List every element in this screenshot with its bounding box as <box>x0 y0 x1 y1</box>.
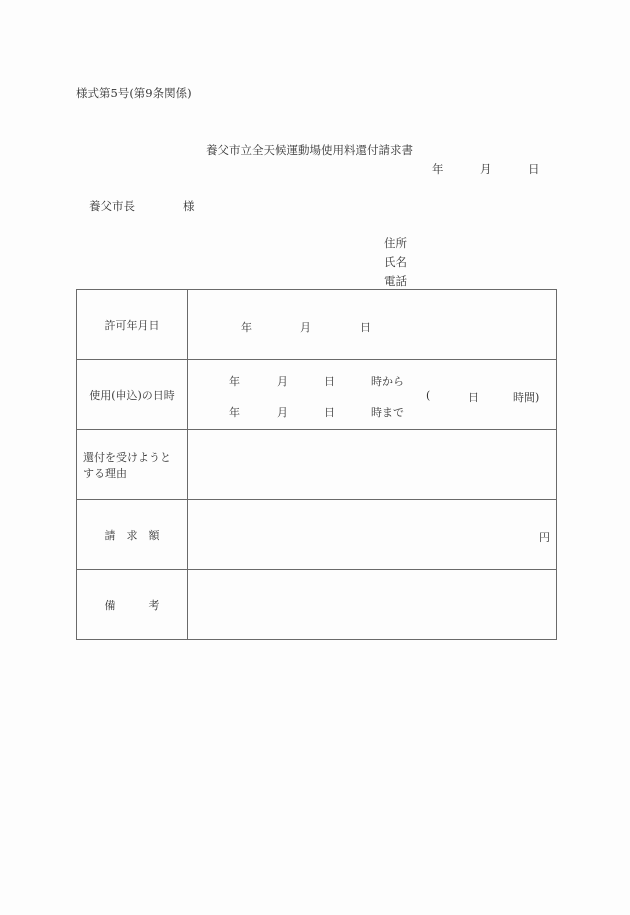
to-month: 月 <box>277 406 288 419</box>
to-hour: 時まで <box>371 406 404 419</box>
amount-label: 請 求 額 <box>77 500 188 570</box>
table-row-remarks <box>77 570 557 640</box>
to-day: 日 <box>324 406 335 419</box>
name-label: 氏名 <box>384 255 407 269</box>
table-row-amount <box>77 500 557 570</box>
from-year: 年 <box>229 375 240 388</box>
duration-hours: 時間) <box>513 391 540 404</box>
from-day: 日 <box>324 375 335 388</box>
table-row-permit-date <box>77 290 557 360</box>
page-title: 養父市立全天候運動場使用料還付請求書 <box>206 143 413 157</box>
permit-year: 年 <box>241 321 252 334</box>
amount-field[interactable] <box>188 500 557 570</box>
remarks-field[interactable] <box>188 570 557 640</box>
from-hour: 時から <box>371 375 404 388</box>
date-day: 日 <box>528 162 540 176</box>
permit-date-label: 許可年月日 <box>77 290 188 360</box>
usage-datetime-field[interactable] <box>188 360 557 430</box>
date-month: 月 <box>480 162 492 176</box>
permit-month: 月 <box>300 321 311 334</box>
table-row-usage-datetime <box>77 360 557 430</box>
date-year: 年 <box>432 162 444 176</box>
permit-day: 日 <box>360 321 371 334</box>
phone-label: 電話 <box>384 274 407 288</box>
address-label: 住所 <box>384 236 407 250</box>
from-month: 月 <box>277 375 288 388</box>
permit-date-field[interactable] <box>188 290 557 360</box>
addressee-name: 養父市長 <box>89 199 135 213</box>
remarks-label: 備 考 <box>77 570 188 640</box>
reason-field[interactable] <box>188 430 557 500</box>
reason-label-line1: 還付を受けようと <box>83 450 171 464</box>
form-number: 様式第5号(第9条関係) <box>76 86 192 100</box>
addressee-honorific: 様 <box>183 199 195 213</box>
reason-label <box>77 430 188 500</box>
usage-datetime-label: 使用(申込)の日時 <box>77 360 188 430</box>
refund-request-table <box>76 289 557 640</box>
duration-day: 日 <box>468 391 479 404</box>
reason-label-line2: する理由 <box>83 466 127 480</box>
amount-unit: 円 <box>539 531 550 544</box>
to-year: 年 <box>229 406 240 419</box>
duration-open-paren: ( <box>426 389 431 402</box>
table-row-reason <box>77 430 557 500</box>
